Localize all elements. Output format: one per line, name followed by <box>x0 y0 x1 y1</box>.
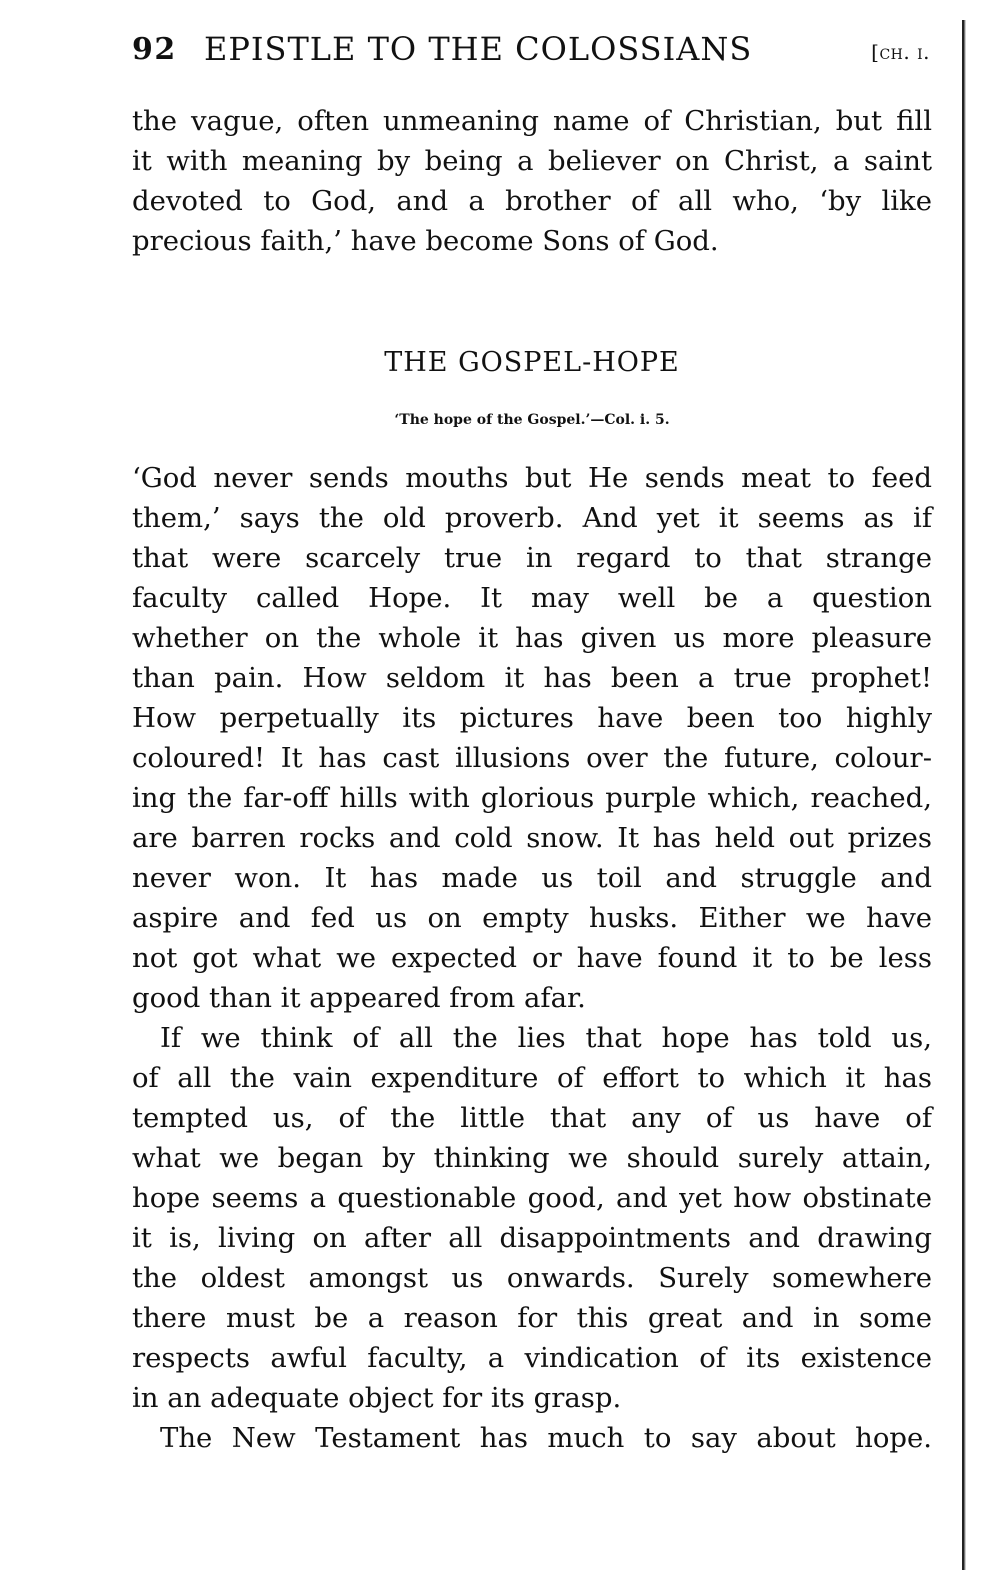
text-line: precious faith,’ have become Sons of God. <box>132 225 719 257</box>
body-text <box>132 458 932 1458</box>
text-line: the vague, often unmeaning name of Christian, but fill <box>132 105 932 137</box>
text-line: what we began by thinking we should surely attain, <box>132 1142 932 1174</box>
paragraph-1 <box>132 458 932 1018</box>
text-line: How perpetually its pictures have been too highly <box>132 702 932 734</box>
paragraph-3 <box>132 1418 932 1458</box>
text-line: hope seems a questionable good, and yet how obstinate <box>132 1182 932 1214</box>
text-line: whether on the whole it has given us more pleasure <box>132 622 932 654</box>
text-line: devoted to God, and a brother of all who, ‘by like <box>132 185 932 217</box>
text-line: ‘God never sends mouths but He sends meat to feed <box>132 462 932 494</box>
text-line: there must be a reason for this great and in some <box>132 1302 932 1334</box>
text-line: are barren rocks and cold snow. It has held out prizes <box>132 822 932 854</box>
text-line: If we think of all the lies that hope has told us, <box>160 1022 932 1054</box>
running-title: EPISTLE TO THE COLOSSIANS <box>204 30 753 68</box>
text-line: in an adequate object for its grasp. <box>132 1382 622 1414</box>
text-line: tempted us, of the little that any of us have of <box>132 1102 932 1134</box>
section-title: THE GOSPEL-HOPE <box>384 347 680 378</box>
epigraph: ‘The hope of the Gospel.’—Col. i. 5. <box>394 412 670 428</box>
text-line: of all the vain expenditure of effort to which it has <box>132 1062 932 1094</box>
text-line: good than it appeared from afar. <box>132 982 586 1014</box>
text-line: respects awful faculty, a vindication of its existence <box>132 1342 932 1374</box>
text-line: The New Testament has much to say about hope. <box>160 1422 932 1454</box>
running-header <box>132 26 942 78</box>
text-line: aspire and fed us on empty husks. Either we have <box>132 902 932 934</box>
text-line: ing the far-off hills with glorious purple which, reached, <box>132 782 932 814</box>
text-line: it with meaning by being a believer on Christ, a saint <box>132 145 932 177</box>
paragraph-2 <box>132 1018 932 1418</box>
text-line: faculty called Hope. It may well be a question <box>132 582 932 614</box>
page-number: 92 <box>132 32 177 67</box>
text-line: not got what we expected or have found it to be less <box>132 942 932 974</box>
text-line: the oldest amongst us onwards. Surely somewhere <box>132 1262 932 1294</box>
intro-paragraph <box>132 101 932 261</box>
text-line: never won. It has made us toil and struggle and <box>132 862 932 894</box>
text-line: them,’ says the old proverb. And yet it seems as if <box>132 502 932 534</box>
chapter-marker: [ch. i. <box>871 40 930 64</box>
text-line: that were scarcely true in regard to that strange <box>132 542 932 574</box>
text-line: coloured! It has cast illusions over the future, colour- <box>132 742 932 774</box>
text-line: than pain. How seldom it has been a true prophet! <box>132 662 932 694</box>
page-edge-rule <box>962 20 966 1570</box>
text-line: it is, living on after all disappointments and drawing <box>132 1222 932 1254</box>
